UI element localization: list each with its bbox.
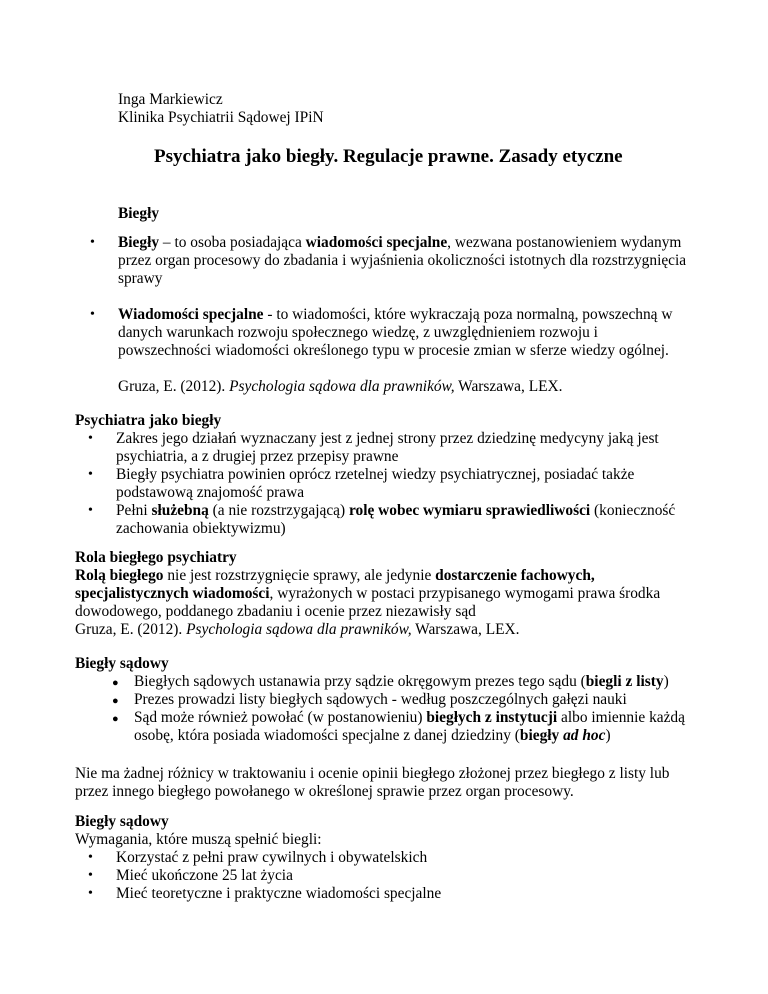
bullet-icon: • bbox=[88, 467, 93, 482]
author-name: Inga Markiewicz bbox=[118, 91, 223, 108]
paragraph-line: Wymagania, które muszą spełnić biegli: bbox=[75, 831, 322, 848]
list-item-line: podstawową znajomość prawa bbox=[116, 484, 305, 501]
bullet-icon: • bbox=[90, 235, 95, 250]
bullet-icon: ● bbox=[112, 695, 119, 707]
bullet-icon: • bbox=[88, 850, 93, 865]
list-item-line: zachowania obiektywizmu) bbox=[116, 520, 286, 537]
page-title: Psychiatra jako biegły. Regulacje prawne. Zasady etyczne bbox=[154, 146, 623, 167]
author-affiliation: Klinika Psychiatrii Sądowej IPiN bbox=[118, 109, 324, 126]
paragraph-line: specjalistycznych wiadomości, wyrażonych w postaci przypisanego wymogami prawa środka bbox=[75, 585, 661, 602]
definition-wiadomosci-line3: powszechności wiadomości określonego typu w procesie zmian w sferze wiedzy ogólnej. bbox=[118, 342, 669, 359]
bullet-icon: ● bbox=[112, 677, 119, 689]
list-item-line: osobę, która posiada wiadomości specjalne z danej dziedziny (biegły ad hoc) bbox=[134, 727, 611, 744]
list-item-line: Korzystać z pełni praw cywilnych i obywatelskich bbox=[116, 849, 428, 866]
section-heading-biegly-sadowy: Biegły sądowy bbox=[75, 655, 169, 672]
list-item-line: Zakres jego działań wyznaczany jest z jednej strony przez dziedzinę medycyny jaką jest bbox=[116, 430, 659, 447]
list-item-line: Prezes prowadzi listy biegłych sądowych - według poszczególnych gałęzi nauki bbox=[134, 691, 627, 708]
bullet-icon: ● bbox=[112, 713, 119, 725]
paragraph-line: przez innego biegłego powołanego w określonej sprawie przez organ procesowy. bbox=[75, 783, 574, 800]
list-item-line: Biegłych sądowych ustanawia przy sądzie okręgowym prezes tego sądu (biegli z listy) bbox=[134, 673, 669, 690]
bullet-icon: • bbox=[90, 307, 95, 322]
list-item-line: Mieć ukończone 25 lat życia bbox=[116, 867, 293, 884]
paragraph-line: Rolą biegłego nie jest rozstrzygnięcie sprawy, ale jedynie dostarczenie fachowych, bbox=[75, 567, 595, 584]
section-heading-psychiatra: Psychiatra jako biegły bbox=[75, 412, 222, 429]
list-item-line: psychiatria, a z drugiej przez przepisy prawne bbox=[116, 448, 399, 465]
bullet-icon: • bbox=[88, 886, 93, 901]
bullet-icon: • bbox=[88, 431, 93, 446]
paragraph-line: Nie ma żadnej różnicy w traktowaniu i ocenie opinii biegłego złożonej przez biegłego z listy lub bbox=[75, 765, 670, 782]
list-item-line: Sąd może również powołać (w postanowieniu) biegłych z instytucji albo imiennie każdą bbox=[134, 709, 685, 726]
section-heading-biegly: Biegły bbox=[118, 205, 160, 222]
definition-biegly-line3: sprawy bbox=[118, 270, 163, 287]
reference-citation: Gruza, E. (2012). Psychologia sądowa dla prawników, Warszawa, LEX. bbox=[118, 378, 563, 395]
definition-biegly-line2: przez organ procesowy do zbadania i wyjaśnienia okoliczności istotnych dla rozstrzygnięcia bbox=[118, 252, 687, 269]
bullet-icon: • bbox=[88, 868, 93, 883]
section-heading-wymagania: Biegły sądowy bbox=[75, 813, 169, 830]
paragraph-line: dowodowego, poddanego zbadaniu i ocenie przez niezawisły sąd bbox=[75, 603, 476, 620]
definition-wiadomosci-line1: Wiadomości specjalne - to wiadomości, które wykraczają poza normalną, powszechną w bbox=[118, 306, 673, 323]
reference-citation: Gruza, E. (2012). Psychologia sądowa dla prawników, Warszawa, LEX. bbox=[75, 621, 520, 638]
list-item-line: Mieć teoretyczne i praktyczne wiadomości specjalne bbox=[116, 885, 442, 902]
bullet-icon: • bbox=[88, 503, 93, 518]
definition-biegly-line1: Biegły – to osoba posiadająca wiadomości specjalne, wezwana postanowieniem wydanym bbox=[118, 234, 682, 251]
section-heading-rola: Rola biegłego psychiatry bbox=[75, 549, 237, 566]
definition-wiadomosci-line2: danych warunkach rozwoju społecznego wiedzę, z uwzględnieniem rozwoju i bbox=[118, 324, 598, 341]
list-item-line: Pełni służebną (a nie rozstrzygającą) rolę wobec wymiaru sprawiedliwości (konieczność bbox=[116, 502, 676, 519]
list-item-line: Biegły psychiatra powinien oprócz rzetelnej wiedzy psychiatrycznej, posiadać także bbox=[116, 466, 635, 483]
